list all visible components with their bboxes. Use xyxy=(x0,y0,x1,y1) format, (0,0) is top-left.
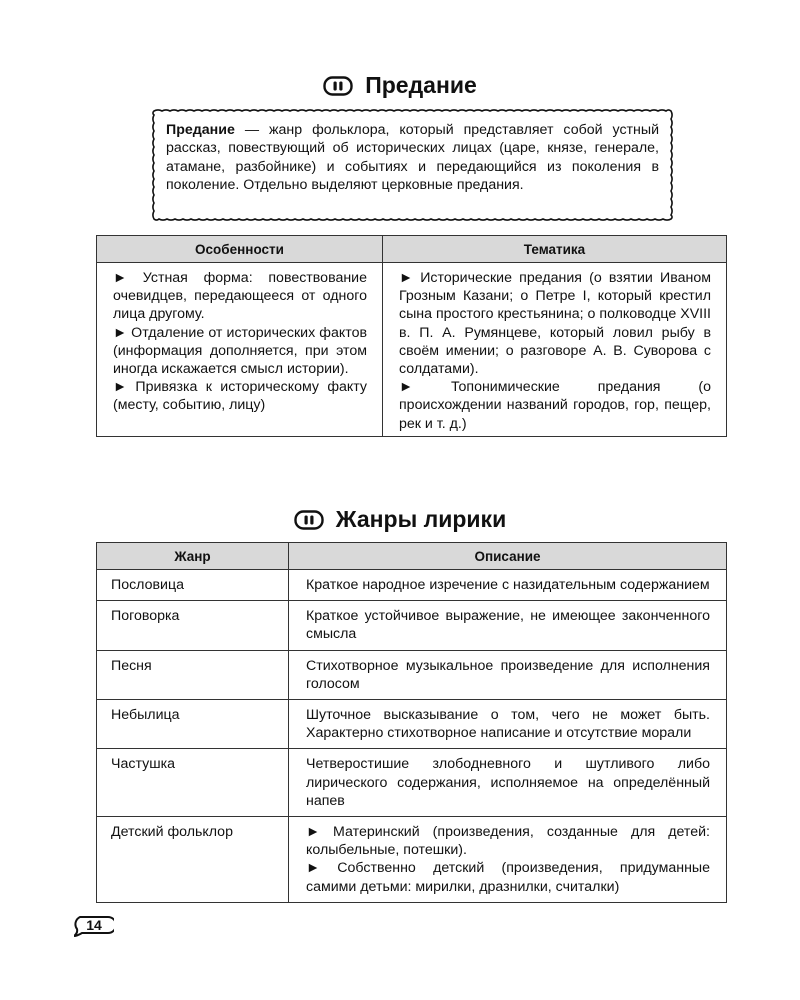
features-cell xyxy=(97,263,383,437)
predanie-table xyxy=(96,235,727,437)
book-icon xyxy=(294,510,324,530)
page-number: 14 xyxy=(86,917,102,933)
themes-cell xyxy=(383,263,727,437)
feature-item: ► Устная форма: повествование очевидцев, передающееся от одного лица другому. xyxy=(113,270,367,323)
table-row xyxy=(97,650,727,699)
description-cell xyxy=(289,700,727,749)
section-title: Жанры лирики xyxy=(335,506,507,532)
description-text: Шуточное высказывание о том, чего не может быть. Характерно стихотворное написание и отсутствие морали xyxy=(306,707,710,742)
genre-cell: Детский фольклор xyxy=(97,817,289,903)
header-themes: Тематика xyxy=(383,236,727,263)
page-title: Предание xyxy=(365,72,477,98)
table-row xyxy=(97,749,727,817)
theme-item: ► Исторические предания (о взятии Иваном Грозным Казани; о Петре I, который крестил сына простого крестьянина; о полководце XVIII в. П. А. Румянцеве, который ловил рыбу в своём имении; о разговоре А. В. Суворова с солдатами). xyxy=(399,270,711,378)
description-cell xyxy=(289,650,727,699)
description-text: ► Собственно детский (произведения, придуманные самими детьми: мирилки, дразнилки, считалки) xyxy=(306,860,710,895)
description-text: Четверостишие злободневного и шутливого либо лирического содержания, исполняемое на определённый напев xyxy=(306,756,710,809)
feature-item: ► Отдаление от исторических фактов (информация дополняется, при этом иногда искажается смысл истории). xyxy=(113,324,367,378)
page-number-badge xyxy=(74,915,114,937)
definition-box xyxy=(150,107,675,223)
feature-item: ► Привязка к историческому факту (месту, событию, лицу) xyxy=(113,379,367,414)
genre-cell: Пословица xyxy=(97,570,289,601)
genre-cell: Небылица xyxy=(97,700,289,749)
theme-item: ► Топонимические предания (о происхождении названий городов, гор, пещер, рек и т. д.) xyxy=(399,379,711,432)
genre-cell: Поговорка xyxy=(97,601,289,650)
description-text: ► Материнский (произведения, созданные для детей: колыбельные, потешки). xyxy=(306,824,710,859)
book-icon xyxy=(323,76,353,96)
description-text: Стихотворное музыкальное произведение для исполнения голосом xyxy=(306,657,710,692)
description-cell xyxy=(289,749,727,817)
header-description: Описание xyxy=(289,543,727,570)
header-features: Особенности xyxy=(97,236,383,263)
description-text: Краткое народное изречение с назидательным содержанием xyxy=(306,577,710,593)
description-cell xyxy=(289,601,727,650)
table-row xyxy=(97,817,727,903)
section-heading-predanie xyxy=(0,72,800,99)
header-genre: Жанр xyxy=(97,543,289,570)
genre-cell: Частушка xyxy=(97,749,289,817)
table-row xyxy=(97,700,727,749)
table-row xyxy=(97,570,727,601)
lyric-genres-table xyxy=(96,542,727,903)
table-row xyxy=(97,601,727,650)
definition-term: Предание xyxy=(166,122,235,138)
description-cell xyxy=(289,570,727,601)
description-text: Краткое устойчивое выражение, не имеющее законченного смысла xyxy=(306,608,710,643)
definition-text xyxy=(166,121,659,194)
genre-cell: Песня xyxy=(97,650,289,699)
section-heading-lyric-genres xyxy=(0,506,800,533)
definition-body: — жанр фольклора, который представляет собой устный рассказ, повествующий об исторических лицах (царе, князе, генерале, атамане, разбойнике) и событиях и передающийся из поколения в поколение. Отдельно выделяют церковные предания. xyxy=(166,122,659,193)
description-cell xyxy=(289,817,727,903)
